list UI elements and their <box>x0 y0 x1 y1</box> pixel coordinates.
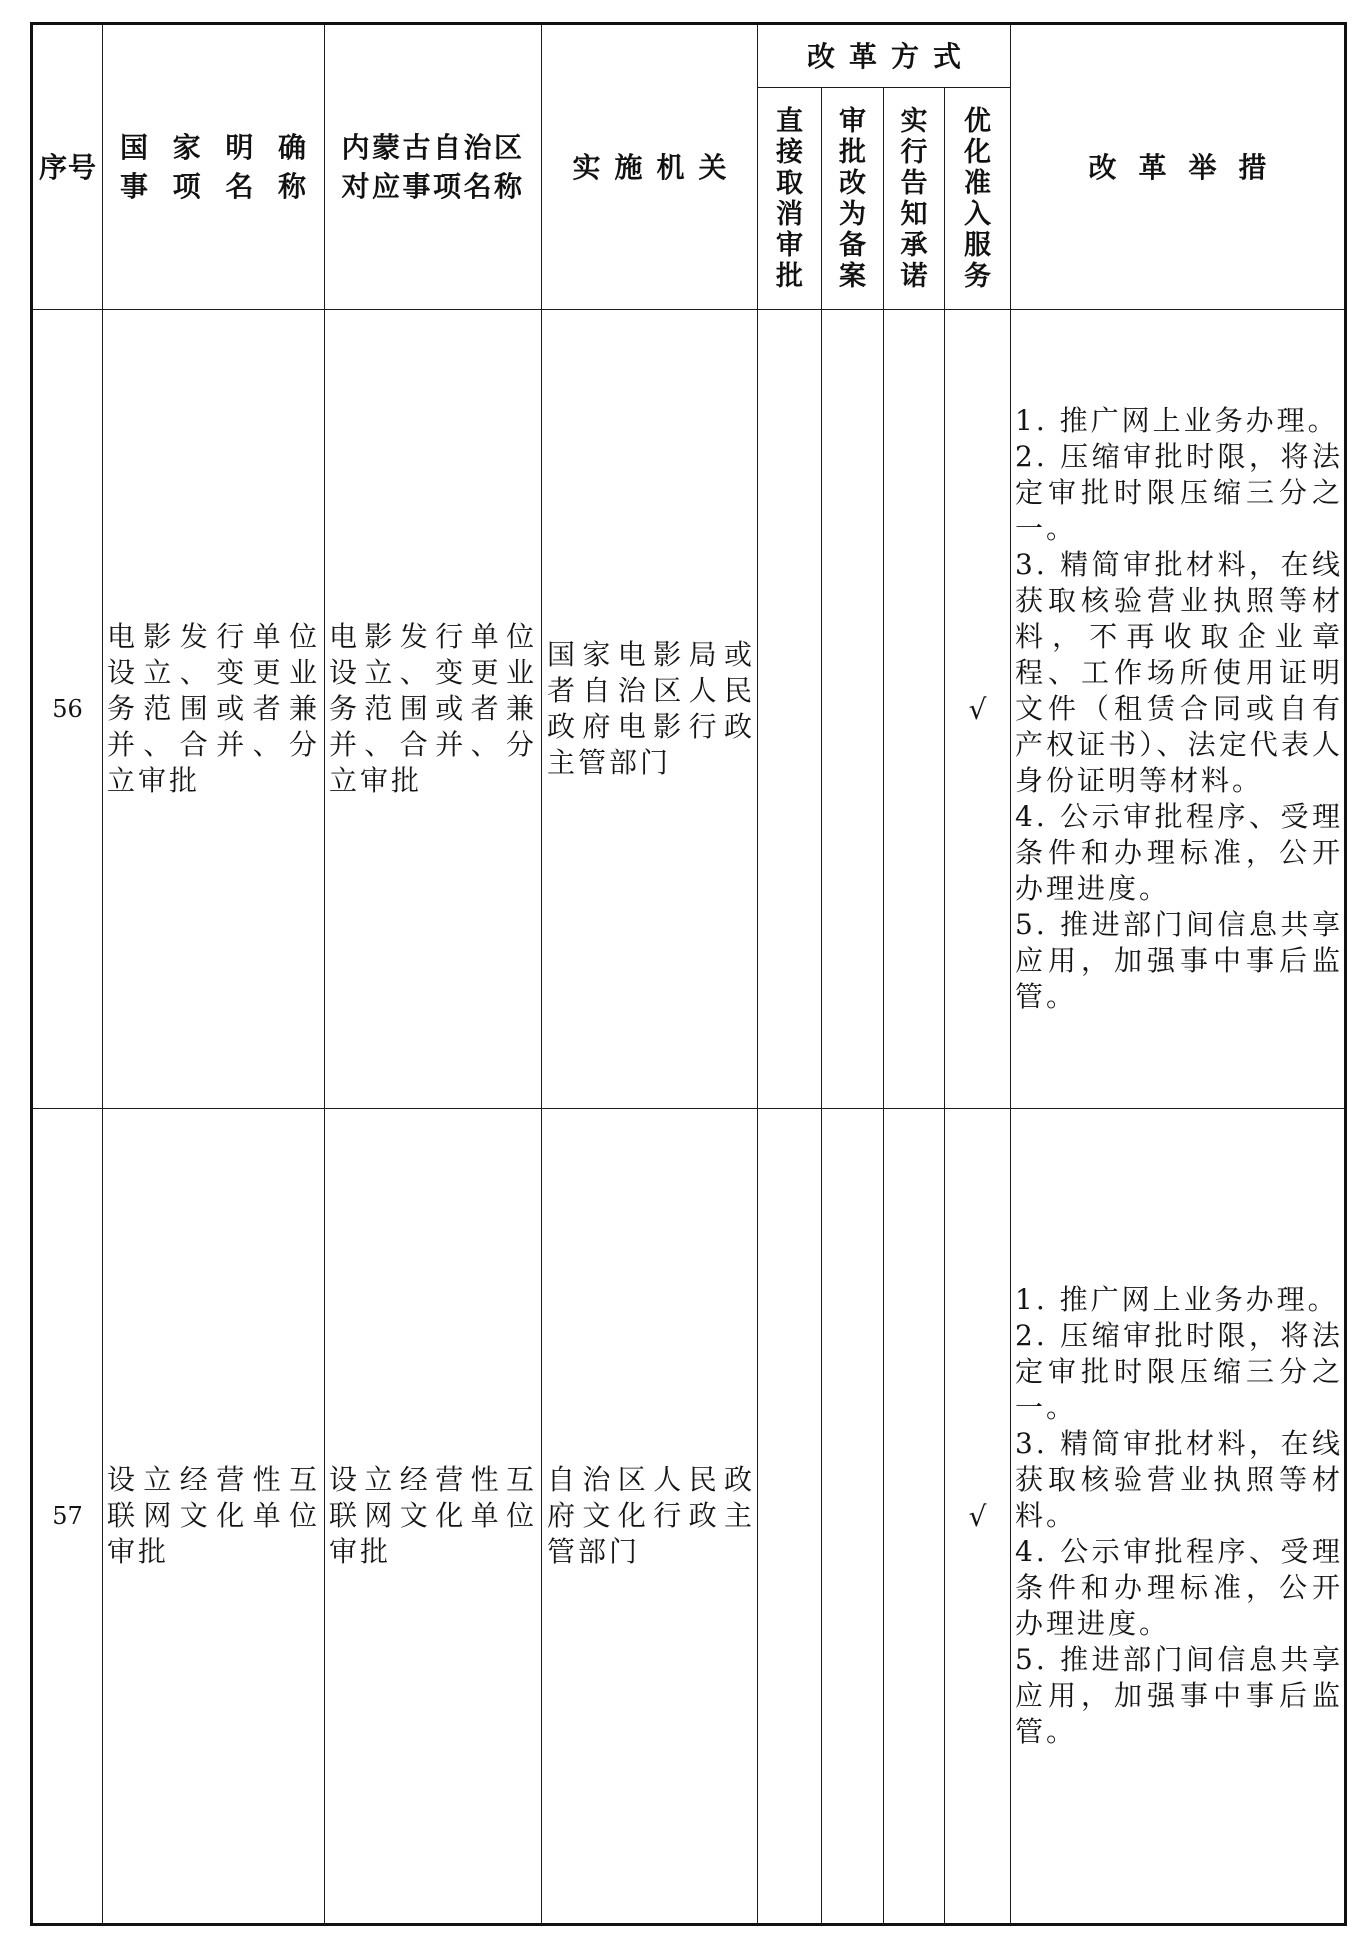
measure-item: 4. 公示审批程序、受理条件和办理标准，公开办理进度。 <box>1015 800 1344 905</box>
measure-item: 5. 推进部门间信息共享应用，加强事中事后监管。 <box>1015 908 1344 1013</box>
measures-cell <box>1011 310 1346 1109</box>
header-reform-mode: 改革方式 <box>807 39 976 73</box>
row-seq: 57 <box>52 1502 83 1530</box>
table-row <box>32 310 1346 1109</box>
row-seq: 56 <box>52 695 83 723</box>
header-mode-optimize-access: 优化准入服务 <box>964 105 991 292</box>
header-mode-filing-cell <box>822 88 884 310</box>
header-agency-cell <box>542 24 758 310</box>
national-item-name: 设立经营性互联网文化单位审批 <box>107 1463 320 1568</box>
national-item-cell <box>103 1109 325 1925</box>
header-mode-notification-commitment: 实行告知承诺 <box>900 105 928 292</box>
region-item-name: 设立经营性互联网文化单位审批 <box>329 1463 537 1568</box>
header-reform-measures: 改革举措 <box>1088 150 1289 184</box>
implementing-agency: 自治区人民政府文化行政主管部门 <box>547 1463 755 1568</box>
header-national-item-name: 国家明确事项名称 <box>120 131 320 203</box>
header-region-item-cell <box>325 24 542 310</box>
header-seq: 序号 <box>38 150 97 184</box>
measures-list <box>1015 1282 1343 1750</box>
seq-cell <box>32 1109 103 1925</box>
measure-item: 1. 推广网上业务办理。 <box>1015 1283 1339 1316</box>
table-row <box>32 1109 1346 1925</box>
header-region-item-name: 内蒙古自治区对应事项名称 <box>341 131 525 203</box>
header-mode-cancel-cell <box>758 88 822 310</box>
agency-cell <box>542 310 758 1109</box>
implementing-agency: 国家电影局或者自治区人民政府电影行政主管部门 <box>547 638 755 779</box>
region-item-cell <box>325 310 542 1109</box>
optimize-access-cell <box>945 1109 1011 1925</box>
region-item-cell <box>325 1109 542 1925</box>
approval-to-filing-cell <box>822 310 884 1109</box>
notification-commitment-cell <box>884 310 945 1109</box>
measure-item: 5. 推进部门间信息共享应用，加强事中事后监管。 <box>1015 1643 1344 1748</box>
header-row-top <box>32 24 1346 88</box>
measure-item: 3. 精简审批材料，在线获取核验营业执照等材料。 <box>1015 1427 1344 1532</box>
measure-item: 4. 公示审批程序、受理条件和办理标准，公开办理进度。 <box>1015 1535 1344 1640</box>
check-mark: √ <box>968 1499 987 1533</box>
region-item-name: 电影发行单位设立、变更业务范围或者兼并、合并、分立审批 <box>329 620 537 797</box>
header-national-item-cell <box>103 24 325 310</box>
cancel-approval-cell <box>758 310 822 1109</box>
measures-list <box>1015 403 1343 1015</box>
seq-cell <box>32 310 103 1109</box>
header-mode-optimize-cell <box>945 88 1011 310</box>
measure-item: 3. 精简审批材料，在线获取核验营业执照等材料，不再收取企业章程、工作场所使用证明文件（租赁合同或自有产权证书）、法定代表人身份证明等材料。 <box>1015 548 1344 797</box>
measure-item: 2. 压缩审批时限，将法定审批时限压缩三分之一。 <box>1015 440 1344 545</box>
agency-cell <box>542 1109 758 1925</box>
header-mode-commitment-cell <box>884 88 945 310</box>
measure-item: 2. 压缩审批时限，将法定审批时限压缩三分之一。 <box>1015 1319 1344 1424</box>
check-mark: √ <box>968 692 987 726</box>
header-mode-cancel-approval: 直接取消审批 <box>776 105 803 292</box>
approval-to-filing-cell <box>822 1109 884 1925</box>
cancel-approval-cell <box>758 1109 822 1925</box>
header-mode-approval-to-filing: 审批改为备案 <box>839 105 866 292</box>
notification-commitment-cell <box>884 1109 945 1925</box>
header-reform-mode-cell <box>758 24 1011 88</box>
national-item-cell <box>103 310 325 1109</box>
header-agency: 实施机关 <box>572 150 741 184</box>
optimize-access-cell <box>945 310 1011 1109</box>
measures-cell <box>1011 1109 1346 1925</box>
header-measures-cell <box>1011 24 1346 310</box>
measure-item: 1. 推广网上业务办理。 <box>1015 404 1339 437</box>
reform-measures-table <box>30 22 1347 1926</box>
header-seq-cell <box>32 24 103 310</box>
national-item-name: 电影发行单位设立、变更业务范围或者兼并、合并、分立审批 <box>107 620 320 797</box>
